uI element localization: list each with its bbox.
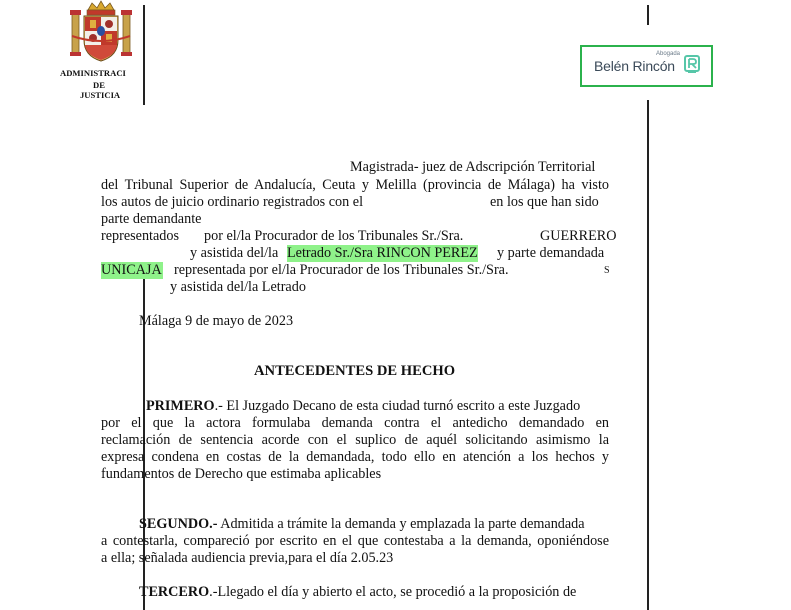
intro-line-2: del Tribunal Superior de Andalucía, Ceuta y Melilla (provincia de Málaga) ha visto [101, 177, 609, 193]
intro-line-1: Magistrada- juez de Adscripción Territorial [350, 159, 596, 175]
primero-text-1: .- El Juzgado Decano de esta ciudad turnó escrito a este Juzgado [214, 398, 581, 414]
primero-line-2: por el que la actora formulaba demanda contra el antedicho demandado en [101, 415, 609, 431]
tercero-line-1 [139, 584, 576, 601]
admin-line-2: DE [93, 80, 105, 90]
tercero-label: TERCERO [139, 584, 210, 600]
primero-line-1 [146, 398, 580, 415]
intro-line-5a: representados [101, 228, 179, 244]
brand-logo [580, 45, 713, 87]
right-margin-line [647, 5, 649, 25]
intro-line-3b: en los que han sido [490, 194, 599, 210]
primero-label: PRIMERO [146, 398, 215, 414]
intro-line-7a: representada por el/la Procurador de los Tribunales Sr./Sra. [174, 262, 509, 278]
primero-line-5: fundamentos de Derecho que estimaba aplicables [101, 466, 382, 482]
section-title: ANTECEDENTES DE HECHO [254, 363, 456, 379]
intro-line-4: parte demandante [101, 211, 202, 227]
lawyer-highlight: Letrado Sr./Sra RINCON PEREZ [287, 245, 478, 261]
intro-line-5c: GUERRERO [540, 228, 617, 244]
segundo-line-3: a ella; señalada audiencia previa,para el día 2.05.23 [101, 550, 394, 566]
brand-r-mark-icon [684, 55, 700, 80]
intro-line-8: y asistida del/la Letrado [170, 279, 306, 295]
tercero-text-1: .-Llegado el día y abierto el acto, se procedió a la proposición de [209, 584, 577, 600]
admin-line-1: ADMINISTRACI [60, 68, 126, 78]
intro-line-6a: y asistida del/la [190, 245, 279, 261]
primero-line-3: reclamación de sentencia acorde con el suplico de aquél solicitando asimismo la [101, 432, 609, 448]
document-date: Málaga 9 de mayo de 2023 [139, 313, 294, 329]
segundo-text-1: Admitida a trámite la demanda y emplazada la parte demandada [217, 516, 585, 532]
right-margin-line-lower [647, 100, 649, 610]
segundo-line-2: a contestarla, compareció por escrito en el que contestaba a la demanda, oponiéndose [101, 533, 609, 549]
brand-name: Belén Rincón [594, 58, 675, 74]
intro-line-6b: y parte demandada [497, 245, 605, 261]
brand-subtitle: Abogada [656, 51, 681, 57]
segundo-line-1 [139, 516, 585, 533]
spain-coat-of-arms-icon [68, 0, 134, 64]
intro-line-5b: por el/la Procurador de los Tribunales Sr./Sra. [204, 228, 464, 244]
admin-line-3: JUSTICIA [80, 90, 121, 100]
intro-line-3a: los autos de juicio ordinario registrados con el [101, 194, 364, 210]
left-margin-line [143, 5, 145, 105]
segundo-label: SEGUNDO.- [139, 516, 218, 532]
defendant-highlight: UNICAJA [101, 262, 162, 278]
intro-line-7b: S [604, 265, 610, 276]
primero-line-4: expresa condena en costas de la demandada, todo ello en atención a los hechos y [101, 449, 609, 465]
